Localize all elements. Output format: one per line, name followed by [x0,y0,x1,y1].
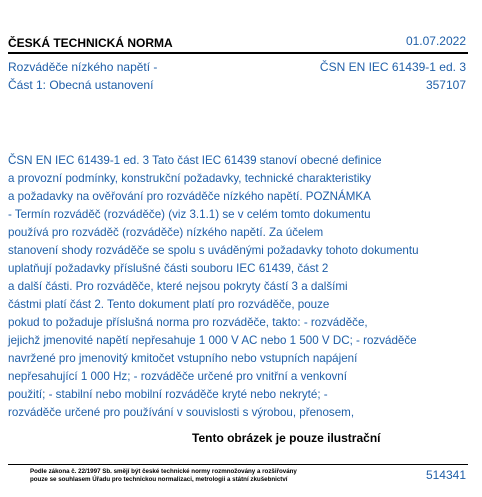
standard-code: ČSN EN IEC 61439-1 ed. 3 [319,60,466,74]
body-line: uplatňují požadavky příslušné části souboru IEC 61439, část 2 [8,262,329,275]
illustration-note: Tento obrázek je pouze ilustrační [192,431,381,445]
subject-line-2: Část 1: Obecná ustanovení [8,78,154,92]
footer-legal-line-1: Podle zákona č. 22/1997 Sb. smějí být české technické normy rozmnožovány a rozšiřovány [30,468,297,475]
body-line: - Termín rozváděč (rozváděče) (viz 3.1.1) se v celém tomto dokumentu [8,208,371,221]
body-line: nepřesahující 1 000 Hz; - rozváděče určené pro vnitřní a venkovní [8,370,347,383]
body-line: a provozní podmínky, konstrukční požadavky, technické charakteristiky [8,172,372,185]
header-rule [8,52,468,54]
footer-rule [8,464,468,465]
body-text [8,152,474,422]
catalog-number: 357107 [425,78,466,92]
footer-legal-text [30,468,297,484]
body-line: ČSN EN IEC 61439-1 ed. 3 Tato část IEC 61439 stanoví obecné definice [8,154,382,167]
footer-number: 514341 [425,468,466,482]
body-line: a požadavky na ověřování pro rozváděče nízkého napětí. POZNÁMKA [8,190,371,203]
footer-legal-line-2: pouze se souhlasem Úřadu pro technickou normalizaci, metrologii a státní zkušebnictví [30,476,288,483]
body-line: částmi platí část 2. Tento dokument platí pro rozváděče, pouze [8,298,330,311]
body-line: rozváděče určené pro používání v souvislosti s výrobou, přenosem, [8,406,355,419]
body-line: jejichž jmenovité napětí nepřesahuje 1 000 V AC nebo 1 500 V DC; - rozváděče [8,334,417,347]
body-line: navržené pro jmenovitý kmitočet vstupního nebo vstupních napájení [8,352,358,365]
body-line: používá pro rozváděč (rozváděče) nízkého napětí. Za účelem [8,226,324,239]
header-date: 01.07.2022 [405,34,466,48]
subject-line-1: Rozváděče nízkého napětí - [8,60,158,74]
header-title: ČESKÁ TECHNICKÁ NORMA [8,36,173,50]
body-line: a další části. Pro rozváděče, které nejsou pokryty částí 3 a dalšími [8,280,348,293]
body-line: stanovení shody rozváděče se spolu s uváděnými požadavky tohoto dokumentu [8,244,419,257]
body-line: pokud to požaduje příslušná norma pro rozváděče, takto: - rozváděče, [8,316,368,329]
body-line: použití; - stabilní nebo mobilní rozváděče kryté nebo nekryté; - [8,388,328,401]
